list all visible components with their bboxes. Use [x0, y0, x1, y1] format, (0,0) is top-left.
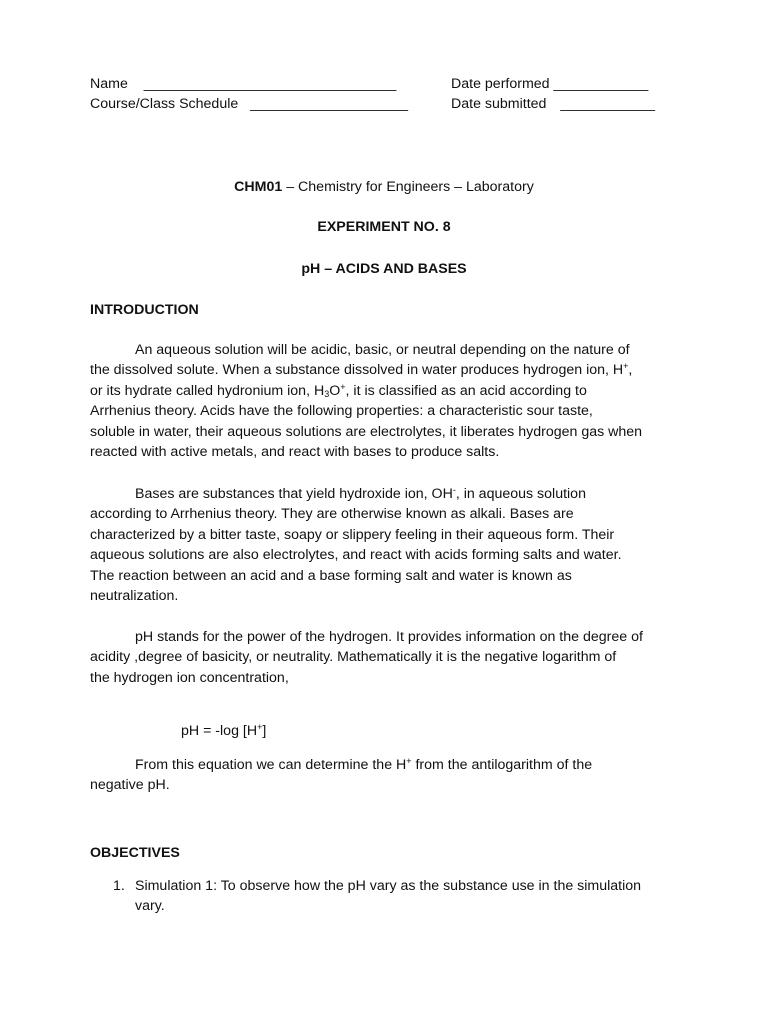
intro-p3-line: pH stands for the power of the hydrogen. It provides information on the degree of [135, 629, 643, 645]
date-performed-label: Date performed [451, 76, 550, 92]
introduction-heading: INTRODUCTION [90, 302, 199, 318]
intro-p4-line: negative pH. [90, 777, 170, 794]
intro-paragraph-3 [90, 627, 690, 688]
intro-p1-line: Arrhenius theory. Acids have the following properties: a characteristic sour taste, [90, 403, 593, 420]
course-label: Course/Class Schedule [90, 96, 239, 112]
objective-line: vary. [135, 898, 165, 915]
intro-p2-line: Bases are substances that yield hydroxide ion, OH-, in aqueous solution [135, 485, 586, 502]
date-performed-field [451, 74, 648, 94]
name-field [90, 74, 396, 94]
ph-equation: pH = -log [H+] [181, 722, 267, 739]
intro-paragraph-1 [90, 340, 690, 462]
intro-p1-line: soluble in water, their aqueous solutions are electrolytes, it liberates hydrogen gas when [90, 423, 643, 440]
intro-p1-line: the dissolved solute. When a substance dissolved in water produces hydrogen ion, H+, [90, 361, 633, 379]
name-label: Name [90, 76, 128, 92]
intro-paragraph-2 [90, 484, 690, 606]
experiment-title: pH – ACIDS AND BASES [301, 261, 467, 277]
intro-p2-line: neutralization. [90, 588, 179, 605]
intro-p4-line: From this equation we can determine the H+ from the antilogarithm of the [135, 756, 593, 773]
intro-paragraph-4 [90, 755, 690, 796]
course-field [90, 94, 408, 114]
objective-line: Simulation 1: To observe how the pH vary as the substance use in the simulation [135, 878, 642, 894]
date-performed-blank: ____________ [553, 76, 649, 92]
intro-p1-line: An aqueous solution will be acidic, basic, or neutral depending on the nature of [135, 342, 630, 358]
experiment-number: EXPERIMENT NO. 8 [317, 219, 451, 235]
course-title [0, 177, 768, 197]
course-code: CHM01 [234, 179, 283, 195]
intro-p2-line: aqueous solutions are also electrolytes, and react with acids forming salts and water. [90, 547, 622, 564]
objective-number: 1. [113, 878, 125, 894]
date-submitted-field [451, 94, 655, 114]
name-blank: ________________________________ [143, 76, 397, 92]
course-description: – Chemistry for Engineers – Laboratory [282, 179, 534, 195]
intro-p3-line: acidity ,degree of basicity, or neutrality. Mathematically it is the negative logarithm of [90, 649, 617, 666]
intro-p1-line: reacted with active metals, and react with bases to produce salts. [90, 444, 500, 461]
intro-p2-line: characterized by a bitter taste, soapy or slippery feeling in their aqueous form. Their [90, 526, 615, 543]
intro-p1-line: or its hydrate called hydronium ion, $H_3O^+$, it is classified as an acid according to [90, 381, 587, 399]
intro-p2-line: according to Arrhenius theory. They are otherwise known as alkali. Bases are [90, 506, 574, 523]
date-submitted-blank: ____________ [560, 96, 656, 112]
objectives-heading: OBJECTIVES [90, 845, 180, 861]
date-submitted-label: Date submitted [451, 96, 547, 112]
course-blank: ____________________ [250, 96, 408, 112]
intro-p3-line: the hydrogen ion concentration, [90, 669, 289, 686]
objective-item [135, 876, 695, 917]
intro-p2-line: The reaction between an acid and a base forming salt and water is known as [90, 567, 572, 584]
